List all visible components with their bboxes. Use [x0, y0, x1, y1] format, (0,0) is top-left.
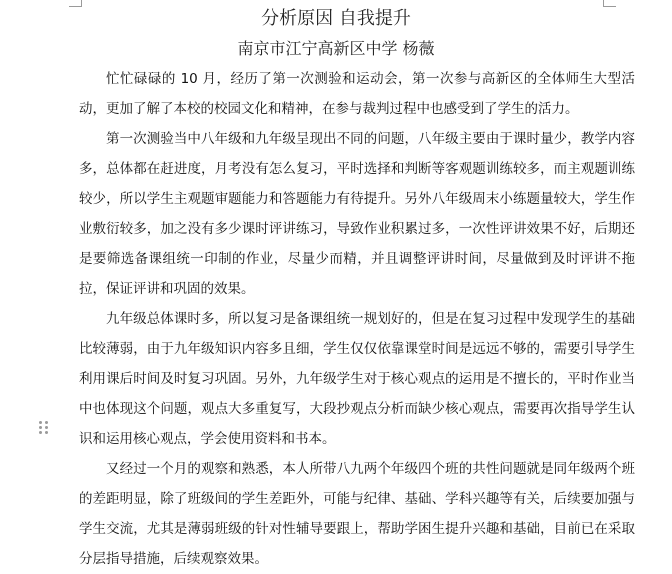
document-title: 分析原因 自我提升 [261, 8, 411, 29]
paragraph-4: 又经过一个月的观察和熟悉，本人所带八九两个年级四个班的共性问题就是同年级两个班的差距明显，除了班级间的学生差距外，可能与纪律、基础、学科兴趣等有关，后续要加强与学生交流，尤其是薄弱班级的针对性辅导要跟上，帮助学困生提升兴趣和基础，目前已在采取分层指导措施，后续观察效果。 [79, 461, 635, 567]
drag-dot [45, 421, 48, 424]
drag-dot [39, 431, 42, 434]
paragraph-drag-handle-icon[interactable] [39, 421, 49, 437]
drag-dot [39, 426, 42, 429]
paragraph-1: 忙忙碌碌的 10 月，经历了第一次测验和运动会，第一次参与高新区的全体师生大型活动，更加了解了本校的校园文化和精神，在参与裁判过程中也感受到了学生的活力。 [79, 71, 635, 117]
document-author: 南京市江宁高新区中学 杨薇 [237, 39, 435, 58]
document-body [79, 64, 635, 574]
paragraph-2: 第一次测验当中八年级和九年级呈现出不同的问题，八年级主要由于课时量少，教学内容多，总体都在赶进度，月考没有怎么复习，平时选择和判断等客观题训练较多，而主观题训练较少，所以学生主观题审题能力和答题能力有待提升。另外八年级周末小练题量较大，学生作业敷衍较多，加之没有多少课时评讲练习，导致作业积累过多，一次性评讲效果不好，后期还是要筛选备课组统一印制的作业，尽量少而精，并且调整评讲时间，尽量做到及时评讲不拖拉，保证评讲和巩固的效果。 [79, 131, 635, 297]
drag-dot [45, 431, 48, 434]
drag-dot [45, 426, 48, 429]
drag-dot [39, 421, 42, 424]
paragraph-3: 九年级总体课时多，所以复习是备课组统一规划好的，但是在复习过程中发现学生的基础比较薄弱，由于九年级知识内容多且细，学生仅仅依靠课堂时间是远远不够的，需要引导学生利用课后时间及时复习巩固。另外，九年级学生对于核心观点的运用是不擅长的，平时作业当中也体现这个问题，观点大多重复写，大段抄观点分析而缺少核心观点，需要再次指导学生认识和运用核心观点，学会使用资料和书本。 [79, 311, 635, 447]
